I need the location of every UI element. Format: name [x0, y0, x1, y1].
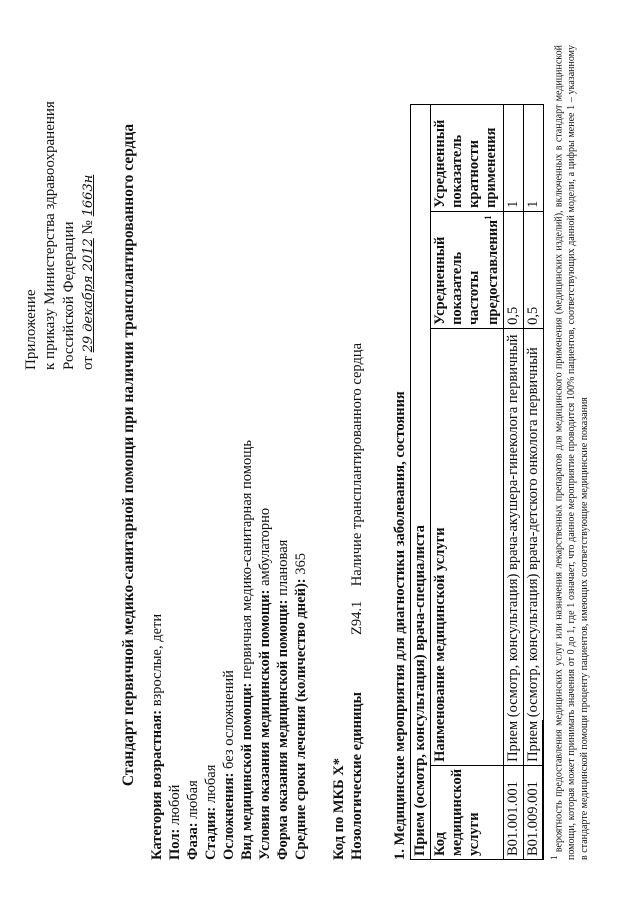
icd-name: Наличие трансплантированного сердца	[349, 342, 365, 587]
param-age: Категория возрастная: взрослые, дети	[149, 613, 165, 860]
col-header-multiplicity: Усредненный показатель кратности применения	[431, 104, 504, 211]
footnote-divider	[542, 720, 543, 860]
handwritten-date: 29 декабря 2012	[81, 238, 96, 353]
param-care-form: Форма оказания медицинской помощи: плановая	[275, 539, 291, 860]
cell-frequency: 0,5	[523, 211, 543, 328]
annex-block	[22, 101, 98, 370]
standard-parameters	[148, 440, 310, 860]
table-row	[503, 104, 523, 859]
footnote-text: вероятность предоставления медицинских услуг или назначения лекарственных препаратов для медицинского применения (медицинских изделий), включенных в стандарт медицинской помощи, которая может принимать значения от 0 до 1, где 1 означает, что данное мероприятие проводится 100% пациентов, соответствующих данной модели, а цифры менее 1 – указанному в стандарте медицинской помощи проценту пациентов, имеющих соответствующие медицинские показания	[553, 45, 591, 860]
annex-date-prefix: от	[80, 356, 96, 370]
param-duration: Средние сроки лечения (количество дней): 365	[293, 553, 309, 860]
table-caption: Прием (осмотр, консультация) врача-специалиста	[411, 104, 431, 859]
param-stage: Стадия: любая	[203, 764, 219, 860]
col-header-code: Код медицинской услуги	[431, 765, 504, 859]
col-header-frequency: Усредненный показатель частоты предоставления$^1$	[431, 211, 504, 328]
param-sex: Пол: любой	[167, 784, 183, 860]
table-row	[523, 104, 543, 859]
table-header-row	[431, 104, 504, 859]
footnote-mark: 1	[549, 855, 559, 860]
param-phase: Фаза: любая	[185, 780, 201, 860]
cell-frequency: 0,5	[503, 211, 523, 328]
nosology-label: Нозологические единицы	[349, 692, 365, 860]
icd-entry	[349, 343, 366, 635]
annex-line-2: к приказу Министерства здравоохранения	[42, 101, 58, 370]
annex-line-1: Приложение	[23, 289, 39, 370]
icd-labels	[330, 692, 366, 860]
annex-date-line	[79, 101, 98, 370]
param-care-type: Вид медицинской помощи: первичная медико-санитарная помощь	[239, 440, 255, 860]
cell-code: B01.001.001	[503, 765, 523, 859]
table-caption-row	[411, 104, 431, 859]
annex-line-3: Российской Федерации	[61, 221, 77, 370]
cell-name: Прием (осмотр, консультация) врача-детского онколога первичный	[523, 328, 543, 765]
document-title: Стандарт первичной медико-санитарной помощи при наличии трансплантированного сердца	[120, 123, 137, 787]
cell-multiplicity: 1	[503, 104, 523, 211]
col-header-name: Наименование медицинской услуги	[431, 328, 504, 765]
cell-name: Прием (осмотр, консультация) врача-акушера-гинеколога первичный	[503, 328, 523, 765]
icd-code: Z94.1	[349, 600, 365, 635]
footnote	[548, 45, 591, 860]
icd-code-label: Код по МКБ X*	[331, 758, 347, 860]
services-table	[410, 104, 544, 860]
annex-number-prefix: №	[80, 220, 96, 235]
cell-code: B01.009.001	[523, 765, 543, 859]
cell-multiplicity: 1	[523, 104, 543, 211]
param-care-conditions: Условия оказания медицинской помощи: амбулаторно	[257, 507, 273, 860]
handwritten-number: 1663н	[81, 174, 96, 217]
param-complications: Осложнения: без осложнений	[221, 670, 237, 860]
section-title: 1. Медицинские мероприятия для диагностики заболевания, состояния	[392, 391, 408, 860]
